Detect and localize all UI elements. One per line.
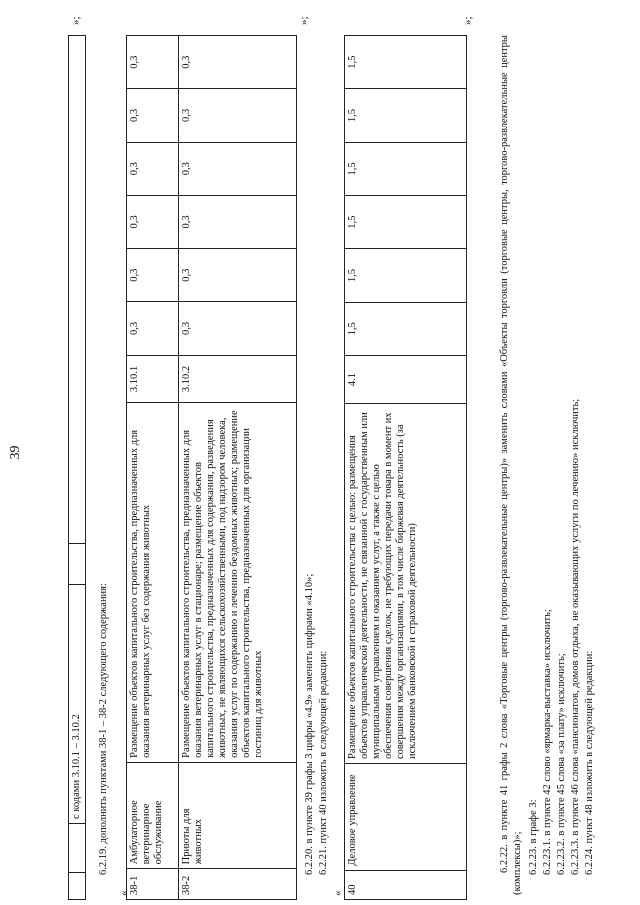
row-code: 4.1 <box>345 356 467 404</box>
row-value: 1,5 <box>345 302 467 355</box>
page-number: 39 <box>8 445 23 460</box>
item-6-2-23: 6.2.23. в графе 3: <box>528 799 539 875</box>
closing-quote-3: »; <box>462 16 474 25</box>
table-row <box>345 36 467 900</box>
item-6-2-24: 6.2.24. пункт 48 изложить в следующей редакции: <box>584 650 595 875</box>
row-description: Размещение объектов капитального строительства, предназначенных для оказания ветеринарных услуг в стационаре; размещение объектов капитального строительства, предназначенных для содержания, разведения животных, не являющихся сельскохозяйственными, под надзором человека, оказания услуг по содержанию и лечению бездомных животных; размещение объектов капитального строительства, предназначенных для организации гостиниц для животных <box>179 403 297 762</box>
row-value: 0,3 <box>127 142 179 195</box>
row-value: 1,5 <box>345 36 467 89</box>
item-6-2-19: 6.2.19. дополнить пунктами 38-1 – 38-2 следующего содержания: <box>98 583 109 875</box>
opening-quote-2: « <box>118 890 130 896</box>
table-fragment-caption: с кодами 3.10.1 – 3.10.2 <box>69 585 86 824</box>
row-number: 38-2 <box>179 869 297 900</box>
row-value: 0,3 <box>127 36 179 89</box>
row-value: 1,5 <box>345 196 467 249</box>
row-value: 0,3 <box>179 302 297 355</box>
row-number: 38-1 <box>127 869 179 900</box>
table-fragment <box>68 35 86 900</box>
row-name: Приюты для животных <box>179 762 297 869</box>
row-number: 40 <box>345 870 467 899</box>
row-value: 0,3 <box>127 302 179 355</box>
item-6-2-23-1: 6.2.23.1. в пункте 42 слово «ярмарка-выставка» исключить; <box>542 609 553 875</box>
item-6-2-20: 6.2.20. в пункте 39 графы 3 цифры «4.9» заменить цифрами «4.10»; <box>304 573 315 875</box>
row-code: 3.10.2 <box>179 355 297 403</box>
item-6-2-21: 6.2.21. пункт 40 изложить в следующей редакции: <box>318 650 329 875</box>
item-6-2-23-2: 6.2.23.2. в пункте 45 слова «за плату» исключить; <box>556 653 567 875</box>
row-value: 1,5 <box>345 89 467 142</box>
business-table <box>344 35 467 900</box>
row-value: 0,3 <box>127 249 179 302</box>
row-value: 0,3 <box>127 89 179 142</box>
row-value: 0,3 <box>179 249 297 302</box>
row-value: 0,3 <box>179 142 297 195</box>
row-code: 3.10.1 <box>127 355 179 403</box>
row-value: 1,5 <box>345 249 467 302</box>
closing-quote-2: »; <box>298 16 310 25</box>
row-value: 0,3 <box>179 36 297 89</box>
row-description: Размещение объектов капитального строительства, предназначенных для оказания ветеринарных услуг без содержания животных <box>127 403 179 762</box>
row-value: 0,3 <box>127 195 179 248</box>
table-row <box>127 36 179 900</box>
opening-quote-3: « <box>332 890 344 896</box>
table-row <box>179 36 297 900</box>
row-value: 0,3 <box>179 89 297 142</box>
row-name: Амбулаторное ветеринарное обслуживание <box>127 762 179 869</box>
item-6-2-22: 6.2.22. в пункте 41 графы 2 слова «Торговые центры (торгово-развлекательные центры)» заменить словами «Объекты торговли (торговые центры, торгово-развлекательные центры (комплексы)»; <box>499 35 524 895</box>
item-6-2-23-3: 6.2.23.3. в пункте 46 слова «пансионатов, домов отдыха, не оказывающих услуги по лечению» исключить; <box>570 398 581 875</box>
row-description: Размещение объектов капитального строительства с целью: размещения объектов управленческой деятельности, не связанной с государственным или муниципальным управлением и оказанием услуг, а также с целью обеспечения совершения сделок, не требующих передачи товара в момент их совершения между организациями, в том числе биржевая деятельность (за исключением банковской и страховой деятельности) <box>345 404 467 764</box>
closing-quote-1: »; <box>70 16 82 25</box>
row-value: 0,3 <box>179 195 297 248</box>
row-name: Деловое управление <box>345 764 467 871</box>
row-value: 1,5 <box>345 142 467 195</box>
zones-table <box>126 35 297 900</box>
